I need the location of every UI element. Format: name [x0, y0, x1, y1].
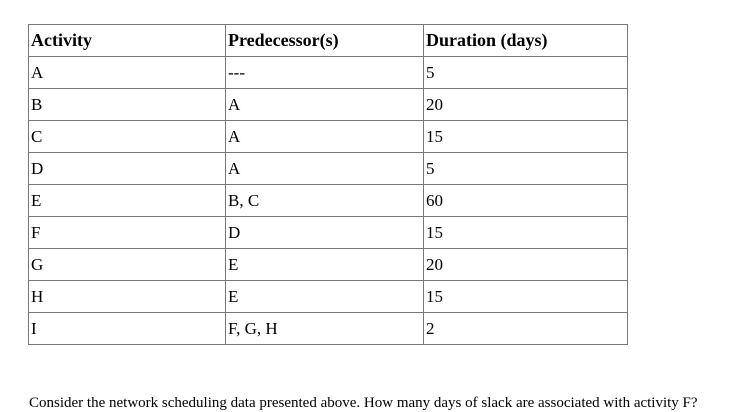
table-header-row — [29, 25, 628, 57]
header-duration: Duration (days) — [424, 25, 628, 57]
predecessor-cell: D — [226, 217, 424, 249]
table-row — [29, 281, 628, 313]
predecessor-cell: B, C — [226, 185, 424, 217]
duration-cell: 60 — [424, 185, 628, 217]
activity-cell: E — [29, 185, 226, 217]
predecessor-cell: A — [226, 89, 424, 121]
activity-cell: C — [29, 121, 226, 153]
duration-cell: 5 — [424, 153, 628, 185]
activity-cell: D — [29, 153, 226, 185]
predecessor-cell: A — [226, 121, 424, 153]
table-row — [29, 217, 628, 249]
table-row — [29, 249, 628, 281]
schedule-table — [28, 24, 628, 345]
duration-cell: 20 — [424, 249, 628, 281]
duration-cell: 15 — [424, 281, 628, 313]
predecessor-cell: --- — [226, 57, 424, 89]
duration-cell: 5 — [424, 57, 628, 89]
activity-cell: B — [29, 89, 226, 121]
duration-cell: 2 — [424, 313, 628, 345]
header-activity: Activity — [29, 25, 226, 57]
predecessor-cell: A — [226, 153, 424, 185]
header-predecessors: Predecessor(s) — [226, 25, 424, 57]
duration-cell: 15 — [424, 121, 628, 153]
question-text: Consider the network scheduling data presented above. How many days of slack are associated with activity F? — [29, 395, 698, 411]
table-row — [29, 121, 628, 153]
predecessor-cell: E — [226, 249, 424, 281]
table-row — [29, 153, 628, 185]
activity-cell: I — [29, 313, 226, 345]
activity-cell: H — [29, 281, 226, 313]
activity-cell: A — [29, 57, 226, 89]
predecessor-cell: E — [226, 281, 424, 313]
duration-cell: 15 — [424, 217, 628, 249]
table-row — [29, 185, 628, 217]
table-row — [29, 313, 628, 345]
duration-cell: 20 — [424, 89, 628, 121]
activity-cell: F — [29, 217, 226, 249]
table-row — [29, 57, 628, 89]
activity-cell: G — [29, 249, 226, 281]
predecessor-cell: F, G, H — [226, 313, 424, 345]
table-row — [29, 89, 628, 121]
